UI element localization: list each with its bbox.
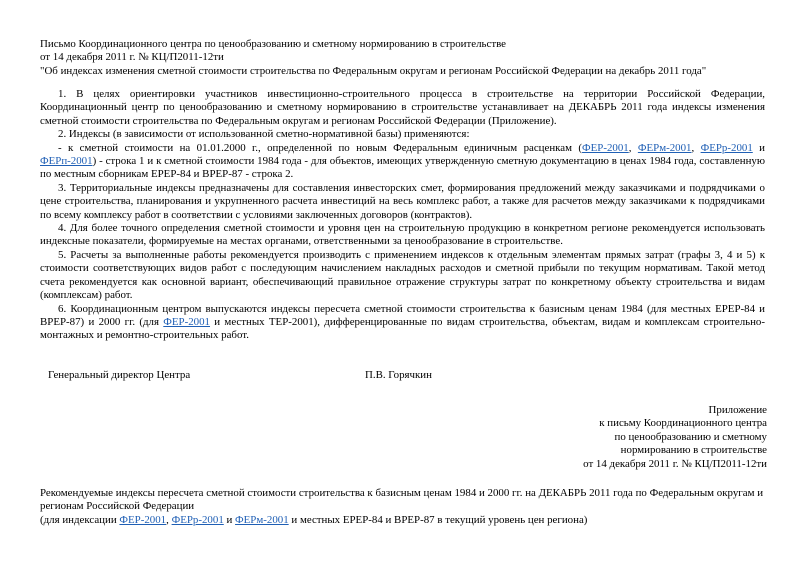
- letter-header: [40, 38, 780, 78]
- recommendation-block: [40, 487, 770, 527]
- link-fer-2001[interactable]: ФЕР-2001: [163, 315, 211, 328]
- letter-title: Письмо Координационного центра по ценообразованию и сметному нормированию в строительстве: [40, 38, 506, 50]
- link-ferm-2001[interactable]: ФЕРм-2001: [637, 141, 692, 154]
- appendix-line: к письму Координационного центра: [599, 417, 767, 430]
- link-fer-2001[interactable]: ФЕР-2001: [119, 513, 167, 526]
- paragraph-2-item: [40, 142, 765, 182]
- link-ferp-2001[interactable]: ФЕРп-2001: [40, 155, 93, 168]
- paragraph-6-suffix: и местных ТЕР-2001), дифференцированные по видам строительства, объектам, видам и комплексам строительно-монтажных и ремонтно-строительных работ.: [40, 315, 766, 342]
- separator: ,: [628, 141, 638, 154]
- paragraph-2-item-prefix: - к сметной стоимости на 01.01.2000 г., определенной по новым Федеральным единичным расценкам (: [58, 141, 583, 154]
- recommendation-title: Рекомендуемые индексы пересчета сметной стоимости строительства к базисным ценам 1984 и 2000 гг. на ДЕКАБРЬ 2011 года по Федеральным округам и регионам Российской Федерации: [40, 487, 764, 513]
- paragraph-6-prefix: 6. Координационным центром выпускаются индексы пересчета сметной стоимости строительства к базисным ценам 1984 (для местных ЕРЕР-84 и ВРЕР-87) и 2000 гг. (для: [40, 302, 765, 328]
- paragraph-5: 5. Расчеты за выполненные работы рекомендуется производить с применением индексов к отдельным элементам прямых затрат (графы 3, 4 и 5) к стоимости соответствующих видов работ с последующим начислением накладных расходов и сметной прибыли по текущим нормативам. Такой метод счета рекомендуется как основной вариант, обеспечивающий правильное отражение структуры затрат по конкретному объекту строительства и видам (комплексам) работ.: [40, 248, 765, 302]
- signatory-role: Генеральный директор Центра: [48, 369, 191, 381]
- appendix-line: по ценообразованию и сметному: [614, 430, 767, 443]
- link-fer-2001[interactable]: ФЕР-2001: [582, 141, 629, 154]
- letter-subject: "Об индексах изменения сметной стоимости строительства по Федеральным округам и регионам Российской Федерации на декабрь 2011 года": [40, 64, 707, 77]
- recommendation-note: [40, 514, 770, 527]
- separator: и: [752, 141, 765, 154]
- signatory-name: П.В. Горячкин: [365, 369, 432, 381]
- paragraph-6: [40, 303, 765, 343]
- link-ferr-2001[interactable]: ФЕРр-2001: [700, 141, 753, 154]
- note-suffix: и местных ЕРЕР-84 и ВРЕР-87 в текущий уровень цен региона): [288, 513, 588, 526]
- appendix-date-number: от 14 декабря 2011 г. № КЦ/П2011-12ти: [583, 457, 767, 470]
- appendix-line: нормированию в строительстве: [620, 444, 767, 457]
- note-prefix: (для индексации: [40, 513, 120, 526]
- paragraph-4: 4. Для более точного определения сметной стоимости и уровня цен на строительную продукцию в конкретном регионе рекомендуется использовать индексные показатели, формируемые на местах органами, ответственными за ценообразование в строительстве.: [40, 222, 765, 248]
- paragraph-3: 3. Территориальные индексы предназначены для составления инвесторских смет, формирования предложений между заказчиками и подрядчиками о цене строительства, планирования и укрупненного расчета инвестиций на весь комплекс работ, а также для расчетов между заказчиками к подрядчиками по всему комплексу работ в соответствии с условиями заключенных договоров (контрактов).: [40, 181, 765, 221]
- separator: ,: [691, 141, 701, 154]
- separator: и: [223, 513, 236, 526]
- paragraph-2-item-suffix: ) - строка 1 и к сметной стоимости 1984 года - для объектов, имеющих утвержденную сметную документацию в ценах 1984 года, составленную по местным сборникам ЕРЕР-84 и ВРЕР-87 - строка 2.: [40, 155, 765, 181]
- appendix-header: [583, 404, 767, 471]
- appendix-title: Приложение: [708, 404, 767, 416]
- letter-body: [40, 88, 765, 343]
- paragraph-2: 2. Индексы (в зависимости от использованной сметно-нормативной базы) применяются:: [58, 128, 470, 141]
- paragraph-1: 1. В целях ориентировки участников инвестиционно-строительного процесса в строительстве на территории Российской Федерации, Координационный центр по ценообразованию и сметному нормированию в строительстве устанавливает на ДЕКАБРЬ 2011 года индексы изменения сметной стоимости строительства по Федеральным округам и регионам Российской Федерации (Приложение).: [40, 88, 765, 127]
- separator: ,: [166, 513, 172, 526]
- letter-date-number: от 14 декабря 2011 г. № КЦ/П2011-12ти: [40, 51, 224, 64]
- link-ferm-2001[interactable]: ФЕРм-2001: [235, 513, 289, 526]
- link-ferr-2001[interactable]: ФЕРр-2001: [171, 513, 224, 526]
